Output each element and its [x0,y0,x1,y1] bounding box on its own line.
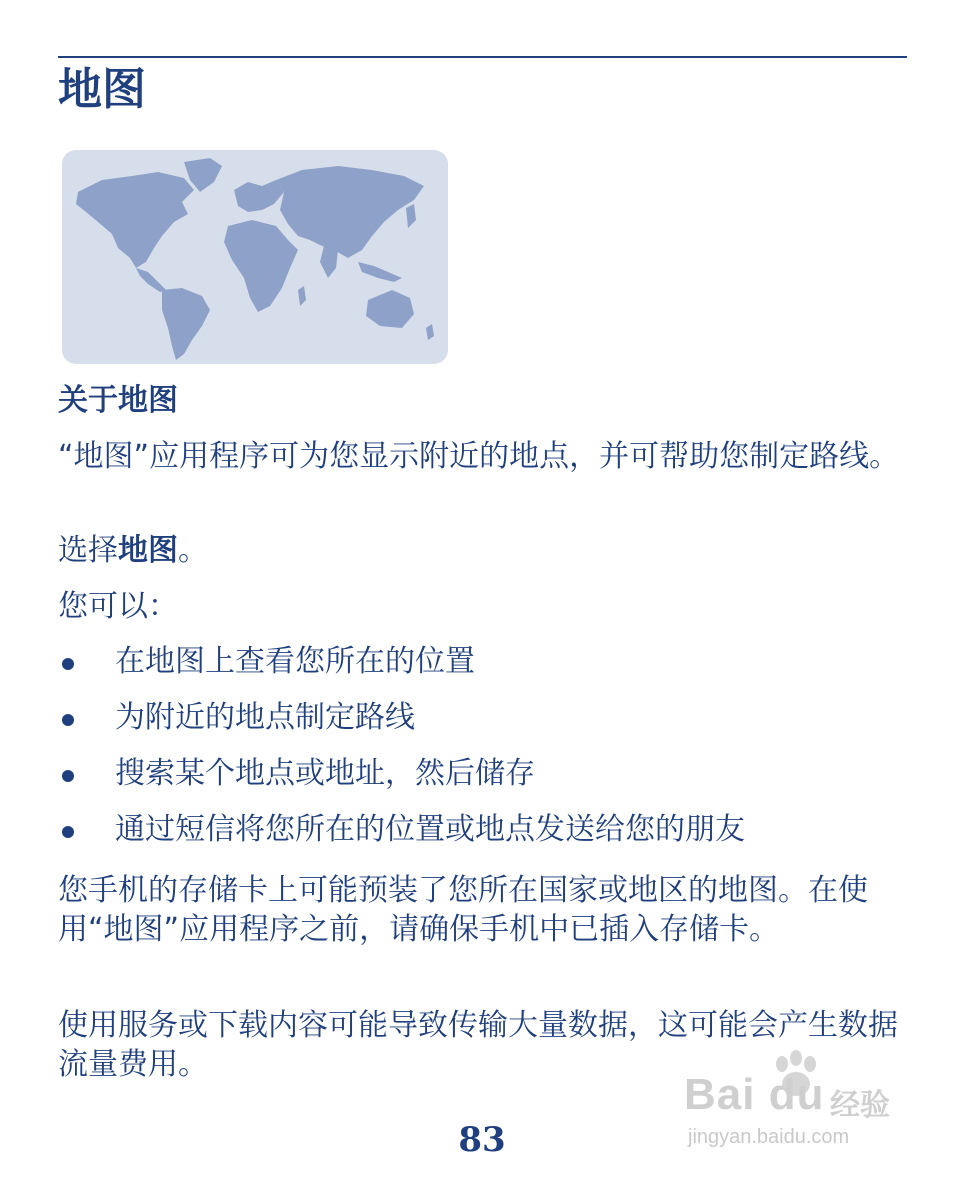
world-map-image [62,150,448,364]
watermark-url: jingyan.baidu.com [688,1126,850,1148]
watermark-label: 经验 [830,1088,890,1123]
list-item-text: 搜索某个地点或地址，然后储存 [115,756,535,791]
bullet-icon [62,770,74,782]
list-item-text: 通过短信将您所在的位置或地点发送给您的朋友 [115,812,745,847]
page-title: 地图 [58,64,146,115]
list-item [58,754,918,810]
world-map-illustration [62,150,448,364]
feature-list [58,642,918,866]
section-heading: 关于地图 [58,383,178,418]
data-charges-paragraph: 使用服务或下载内容可能导致传输大量数据，这可能会产生数据流量费用。 [58,1008,898,1082]
bullet-icon [62,658,74,670]
intro-paragraph: “地图”应用程序可为您显示附近的地点，并可帮助您制定路线。 [58,439,900,474]
list-item-text: 为附近的地点制定路线 [115,700,415,735]
bullet-icon [62,826,74,838]
bullet-icon [62,714,74,726]
list-item-text: 在地图上查看您所在的位置 [115,644,475,679]
list-item [58,810,918,866]
select-prefix: 选择 [58,533,118,568]
select-suffix: 。 [178,533,208,568]
watermark-logo: Bai du [684,1070,825,1119]
select-instruction [58,531,910,570]
list-item [58,642,918,698]
you-can-label: 您可以： [58,589,178,624]
select-menu-item: 地图 [118,533,178,568]
list-item [58,698,918,754]
header-rule [58,56,907,58]
page-number: 83 [458,1120,506,1160]
preinstalled-maps-paragraph: 您手机的存储卡上可能预装了您所在国家或地区的地图。在使用“地图”应用程序之前，请确保手机中已插入存储卡。 [58,873,868,947]
